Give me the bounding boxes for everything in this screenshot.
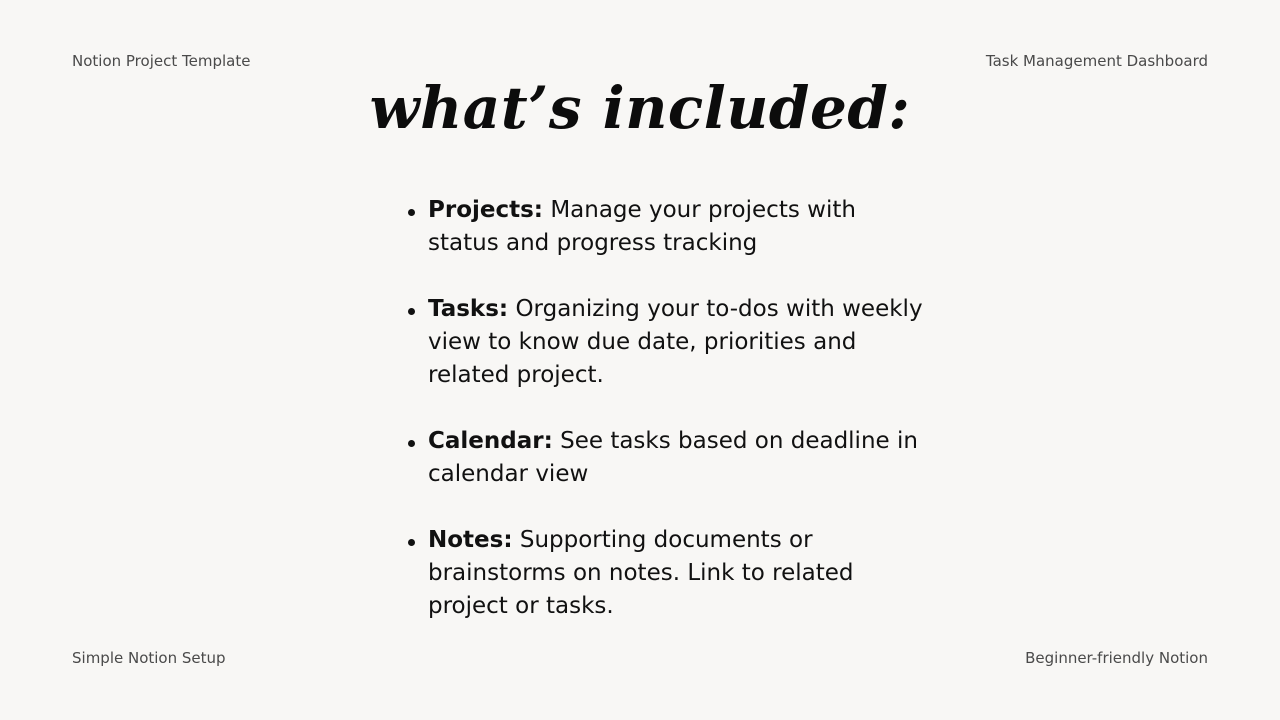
corner-label-top-right: Task Management Dashboard [985,52,1208,70]
feature-description: Supporting documents or brainstorms on notes. Link to related project or tasks. [428,527,854,619]
page-title: what’s included: [369,74,911,142]
feature-description: See tasks based on deadline in calendar view [428,428,918,487]
feature-term: Projects: [428,197,543,223]
feature-item-tasks [428,293,928,392]
feature-item-calendar [428,425,928,491]
feature-item-projects [428,194,928,260]
feature-description: Organizing your to-dos with weekly view to know due date, priorities and related project. [428,296,923,388]
feature-description: Manage your projects with status and progress tracking [428,197,856,256]
feature-term: Calendar: [428,428,553,454]
feature-term: Tasks: [428,296,509,322]
feature-item-notes [428,524,928,623]
corner-label-top-left: Notion Project Template [72,52,251,70]
corner-label-bottom-right: Beginner-friendly Notion [1025,649,1208,667]
bullet-icon [408,440,415,447]
corner-label-bottom-left: Simple Notion Setup [72,649,226,667]
feature-list [400,194,928,623]
bullet-icon [408,308,415,315]
feature-term: Notes: [428,527,513,553]
bullet-icon [408,209,415,216]
bullet-icon [408,539,415,546]
